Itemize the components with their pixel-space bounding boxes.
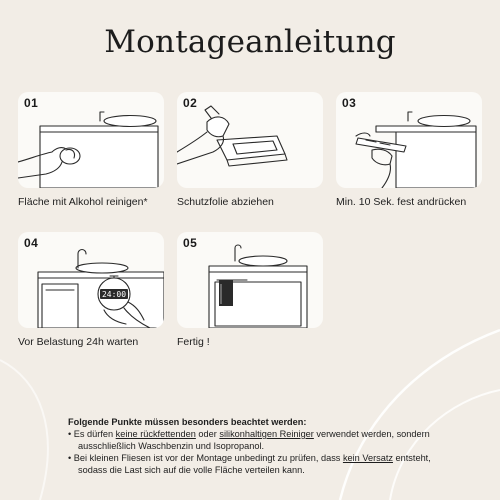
stopwatch-illustration (18, 232, 164, 328)
note-emphasis: silikonhaltigen Reiniger (219, 429, 314, 439)
step-05 (177, 232, 323, 348)
cleaning-illustration (18, 92, 164, 188)
notes-section (68, 416, 448, 476)
step-caption: Vor Belastung 24h warten (18, 336, 139, 348)
step-03-card (336, 92, 482, 188)
finished-cabinet-illustration (177, 232, 323, 328)
step-02-card (177, 92, 323, 188)
note-text: oder (195, 429, 220, 439)
note-emphasis: kein Versatz (342, 453, 393, 463)
note-text: Es dürfen (73, 429, 116, 439)
step-03 (336, 92, 482, 208)
step-number: 05 (183, 236, 198, 250)
step-01-card (18, 92, 164, 188)
step-number: 02 (183, 96, 198, 110)
note-emphasis: keine rückfettenden (115, 429, 196, 439)
step-01 (18, 92, 164, 208)
step-caption: Schutzfolie abziehen (177, 196, 274, 208)
note-text: Bei kleinen Fliesen ist vor der Montage unbedingt zu prüfen, dass (73, 453, 343, 463)
peel-film-illustration (177, 92, 323, 188)
step-caption: Fertig ! (177, 336, 210, 348)
timer-readout: 24:00 (101, 290, 127, 299)
note-text: entsteht, sodass die Last sich auf die volle Fläche verteilen kann. (78, 453, 431, 475)
step-number: 03 (342, 96, 357, 110)
notes-heading: Folgende Punkte müssen besonders beachtet werden: (68, 417, 307, 427)
page-title: Montageanleitung (104, 24, 396, 60)
step-04-card (18, 232, 164, 328)
step-caption: Min. 10 Sek. fest andrücken (336, 196, 467, 208)
note-text: verwendet werden, sondern ausschließlich Waschbenzin und Isopropanol. (78, 429, 430, 451)
bullet-symbol: • (68, 429, 72, 439)
step-04 (18, 232, 164, 348)
step-caption: Fläche mit Alkohol reinigen* (18, 196, 148, 208)
step-number: 01 (24, 96, 39, 110)
bullet-symbol: • (68, 453, 72, 463)
notes-bullet-1 (68, 428, 448, 452)
notes-bullet-2 (68, 452, 448, 476)
step-02 (177, 92, 323, 208)
step-05-card (177, 232, 323, 328)
press-illustration (336, 92, 482, 188)
step-number: 04 (24, 236, 39, 250)
